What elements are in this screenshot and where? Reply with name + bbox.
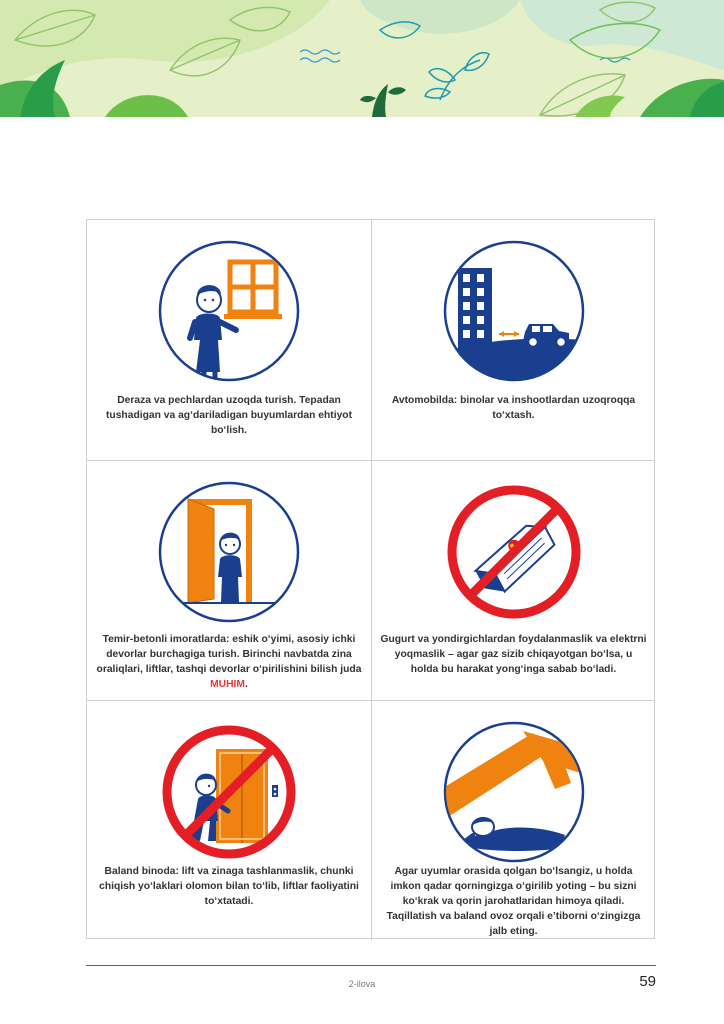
panel-caption: Baland binoda: lift va zinaga tashlanmaslik, chunki chiqish yo‘laklari olomon bilan to‘lib, liftlar faoliyatini to‘xtatadi.	[99, 866, 359, 907]
leaf-banner-illustration	[0, 0, 724, 117]
panel-caption: Agar uyumlar orasida qolgan bo‘lsangiz, u holda imkon qadar qorningizga o‘girilib yoting – bu sizni ko‘krak va qorin jarohatlaridan himoya qiladi. Taqillatish va baland ovoz orqali e’tiborni o‘zingizga jalb eting.	[386, 866, 641, 937]
footer-label: 2-ilova	[348, 979, 376, 989]
panel-doorway	[87, 460, 371, 700]
panel-caption: Gugurt va yondirgichlardan foydalanmaslik va elektrni yoqmaslik – agar gaz sizib chiqayotgan bo‘lsa, u holda bu harakat yong‘inga sabab bo‘ladi.	[380, 634, 647, 675]
no-matches-sign-illustration	[443, 481, 585, 623]
panel-crawl	[371, 700, 655, 940]
panel-car	[371, 220, 655, 460]
window-boy-illustration	[158, 240, 300, 382]
header-banner	[0, 0, 724, 117]
panel-matches	[371, 460, 655, 700]
doorway-boy-illustration	[158, 481, 300, 623]
panel-elevator	[87, 700, 371, 940]
debris-lying-boy-illustration	[443, 721, 585, 863]
page-number: 59	[639, 973, 656, 990]
panel-caption	[95, 632, 363, 692]
safety-instructions-grid	[86, 219, 655, 939]
panel-caption: Avtomobilda: binolar va inshootlardan uzoqroqqa to‘xtash.	[391, 395, 636, 421]
no-elevator-sign-illustration	[158, 721, 300, 863]
important-highlight: MUHIM	[210, 679, 245, 690]
caption-text: Temir-betonli imoratlarda: eshik o‘yimi, asosiy ichki devorlar burchagiga turish. Birinchi navbatda zina oraliqlari, liftlar, tashqi devorlar o‘pirilishini bilish juda	[96, 634, 362, 675]
panel-window	[87, 220, 371, 460]
caption-suffix: .	[245, 679, 248, 690]
panel-caption: Deraza va pechlardan uzoqda turish. Tepadan tushadigan va ag‘dariladigan buyumlardan ehtiyot bo‘lish.	[105, 395, 353, 436]
car-building-illustration	[443, 240, 585, 382]
footer-divider	[86, 965, 656, 966]
